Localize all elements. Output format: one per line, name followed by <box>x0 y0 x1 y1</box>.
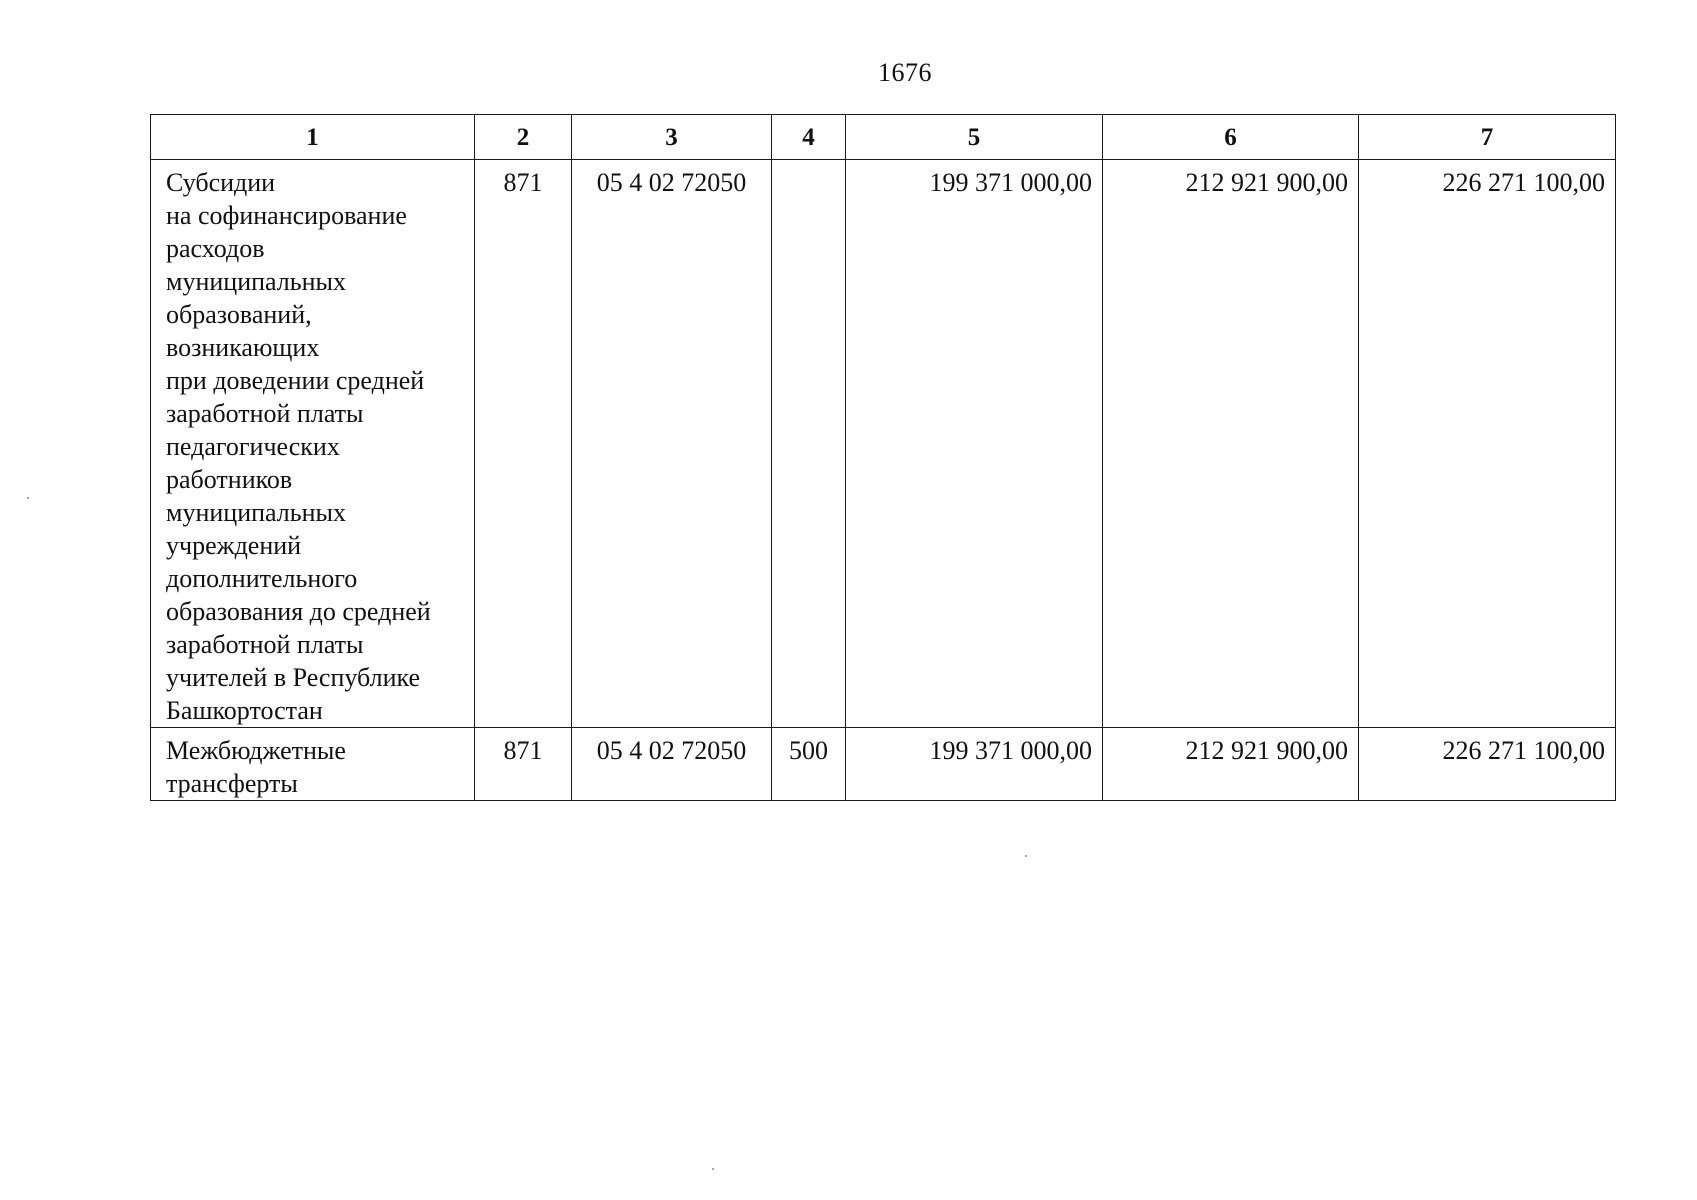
column-header: 4 <box>772 115 846 160</box>
column-header: 6 <box>1103 115 1359 160</box>
row-name-line: на софинансирование <box>166 201 407 230</box>
row-name-line: Башкортостан <box>166 696 323 725</box>
scan-speck <box>712 1168 714 1170</box>
column-header: 7 <box>1359 115 1616 160</box>
amount-cell: 212 921 900,00 <box>1103 728 1359 801</box>
table-row <box>151 728 1616 801</box>
row-name-line: работников <box>166 465 293 494</box>
amount-cell: 212 921 900,00 <box>1103 160 1359 728</box>
row-name-line: учреждений <box>166 531 302 560</box>
row-name-line: муниципальных <box>166 498 347 527</box>
row-name-line: заработной платы <box>166 630 364 659</box>
row-name-line: образований, <box>166 300 312 329</box>
row-name-cell <box>151 160 475 728</box>
row-name-line: расходов <box>166 234 265 263</box>
scan-speck <box>1025 855 1027 857</box>
table-row <box>151 160 1616 728</box>
row-name-line: возникающих <box>166 333 320 362</box>
ministry-code-cell: 871 <box>475 160 572 728</box>
column-header: 1 <box>151 115 475 160</box>
row-name-line: при доведении средней <box>166 366 425 395</box>
table-header-row <box>151 115 1616 160</box>
row-name-line: Межбюджетные <box>166 736 346 765</box>
target-article-cell: 05 4 02 72050 <box>572 160 772 728</box>
amount-cell: 199 371 000,00 <box>846 728 1103 801</box>
amount-cell: 199 371 000,00 <box>846 160 1103 728</box>
scan-speck <box>27 497 29 499</box>
amount-cell: 226 271 100,00 <box>1359 728 1616 801</box>
row-name-cell <box>151 728 475 801</box>
budget-table <box>150 114 1616 801</box>
row-name-line: трансферты <box>166 769 298 798</box>
target-article-cell: 05 4 02 72050 <box>572 728 772 801</box>
expense-type-cell: 500 <box>772 728 846 801</box>
row-name-line: Субсидии <box>166 168 276 197</box>
row-name-line: дополнительного <box>166 564 358 593</box>
amount-cell: 226 271 100,00 <box>1359 160 1616 728</box>
row-name-line: педагогических <box>166 432 340 461</box>
row-name-line: муниципальных <box>166 267 347 296</box>
page-number: 1676 <box>878 58 932 87</box>
column-header: 2 <box>475 115 572 160</box>
ministry-code-cell: 871 <box>475 728 572 801</box>
row-name-line: учителей в Республике <box>166 663 421 692</box>
column-header: 3 <box>572 115 772 160</box>
row-name-line: образования до средней <box>166 597 431 626</box>
column-header: 5 <box>846 115 1103 160</box>
expense-type-cell <box>772 160 846 728</box>
row-name-line: заработной платы <box>166 399 364 428</box>
